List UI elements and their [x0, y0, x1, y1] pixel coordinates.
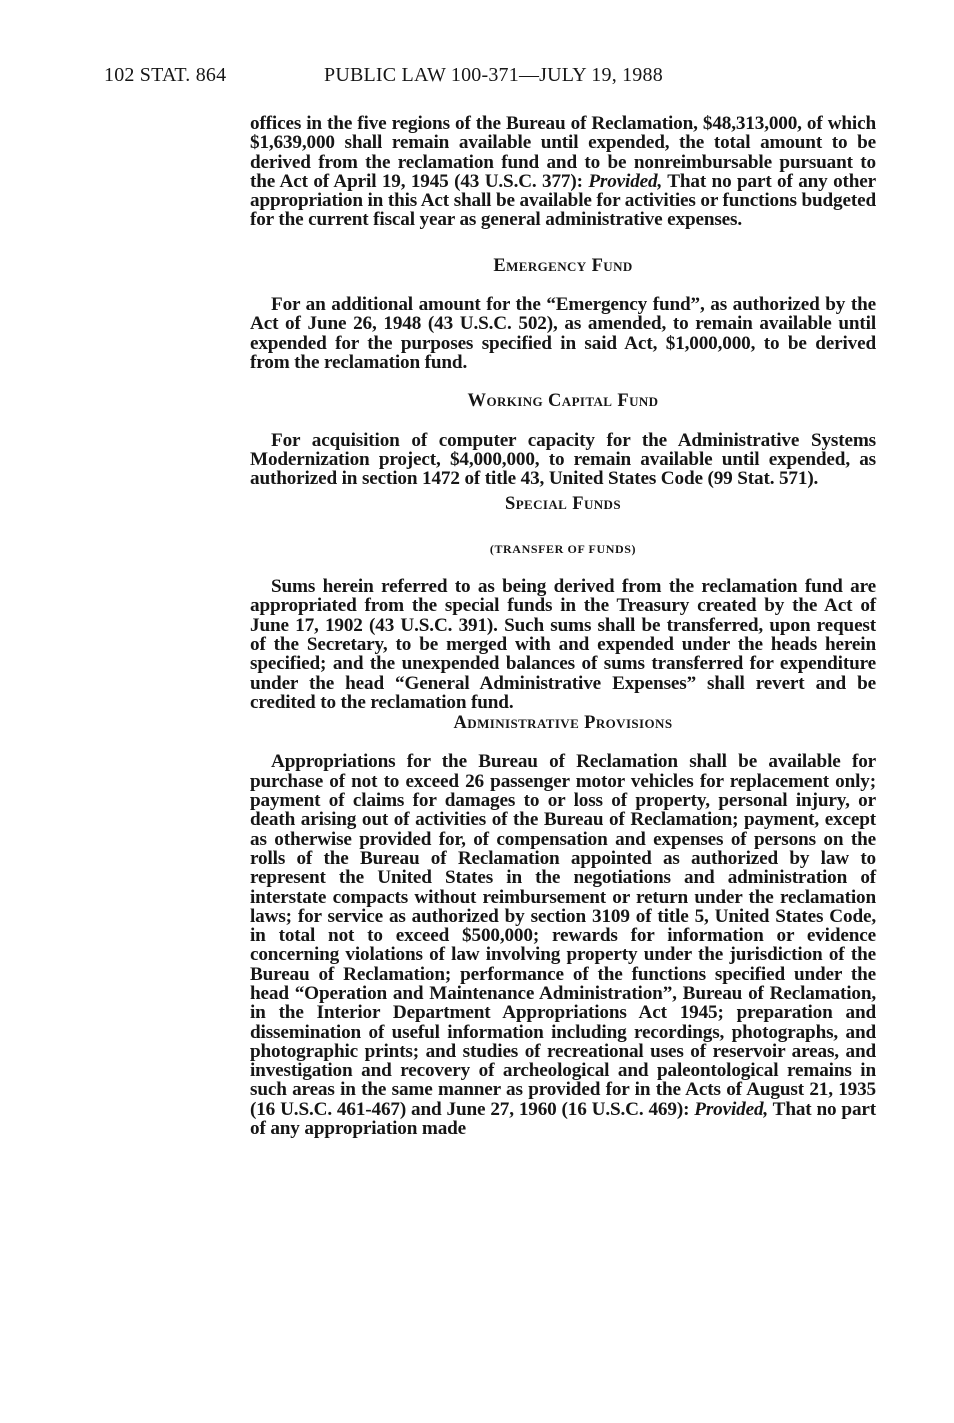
statute-page-number: 102 STAT. 864	[104, 64, 227, 86]
working-capital-fund-paragraph: For acquisition of computer capacity for the Administrative Systems Modernization project, $4,000,000, to remain available until expended, as authorized in section 1472 of title 43, United States Code (99 Stat. 571).	[250, 429, 876, 490]
continuation-paragraph	[250, 114, 876, 230]
public-law-title: PUBLIC LAW 100-371—JULY 19, 1988	[324, 64, 663, 86]
document-body	[250, 114, 876, 1138]
proviso-word: Provided,	[588, 170, 663, 192]
emergency-fund-heading: Emergency Fund	[493, 255, 633, 276]
continuation-text-part2: That no part of any other appropriation in this Act shall be available for activities or functions budgeted for the current fiscal year as general administrative expenses.	[250, 170, 877, 231]
transfer-of-funds-subheading: (TRANSFER OF FUNDS)	[489, 541, 637, 556]
administrative-provisions-heading: Administrative Provisions	[453, 713, 673, 734]
administrative-provisions-text-part1: Appropriations for the Bureau of Reclamation shall be available for purchase of not to exceed 26 passenger motor vehicles for replacement only; payment of claims for damages to or loss of property, personal injury, or death arising out of activities of the Bureau of Reclamation; payment, except as otherwise provided for, of compensation and expenses of persons on the rolls of the Bureau of Reclamation appointed as authorized by law to represent the United States in the negotiations and administration of interstate compacts without reimbursement or return under the reclamation laws; for service as authorized by section 3109 of title 5, United States Code, in total not to exceed $500,000; rewards for information or evidence concerning violations of law involving property under the jurisdiction of the Bureau of Reclamation; performance of the functions specified under the head “Operation and Maintenance Administration”, Bureau of Reclamation, in the Interior Department Appropriations Act 1945; preparation and dissemination of useful information including recordings, photographs, and photographic prints; and studies of recreational uses of reservoir areas, and investigation and recovery of archeological and paleontological remains in such areas in the same manner as provided for in the Acts of August 21, 1935 (16 U.S.C. 461-467) and June 27, 1960 (16 U.S.C. 469):	[250, 751, 876, 1120]
page-header	[104, 64, 804, 92]
emergency-fund-paragraph: For an additional amount for the “Emergency fund”, as authorized by the Act of June 26, 1948 (43 U.S.C. 502), as amended, to remain available until expended for the purposes specified in said Act, $1,000,000, to be derived from the reclamation fund.	[250, 294, 876, 373]
continuation-text-part1: offices in the five regions of the Bureau of Reclamation, $48,313,000, of which $1,639,000 shall remain available until expended, the total amount to be derived from the reclamation fund and to be nonreimbursable pursuant to the Act of April 19, 1945 (43 U.S.C. 377):	[250, 113, 876, 192]
special-funds-heading: Special Funds	[505, 494, 621, 515]
administrative-provisions-paragraph	[250, 752, 876, 1138]
working-capital-fund-heading: Working Capital Fund	[467, 391, 659, 412]
proviso-word: Provided,	[694, 1098, 769, 1120]
special-funds-paragraph: Sums herein referred to as being derived from the reclamation fund are appropriated from the special funds in the Treasury created by the Act of June 17, 1902 (43 U.S.C. 391). Such sums shall be transferred, upon request of the Secretary, to be merged with and expended under the heads herein specified; and the unexpended balances of sums transferred for expenditure under the head “General Administrative Expenses” shall revert and be credited to the reclamation fund.	[250, 576, 876, 713]
administrative-provisions-text-part2: That no part of any appropriation made	[250, 1098, 877, 1140]
